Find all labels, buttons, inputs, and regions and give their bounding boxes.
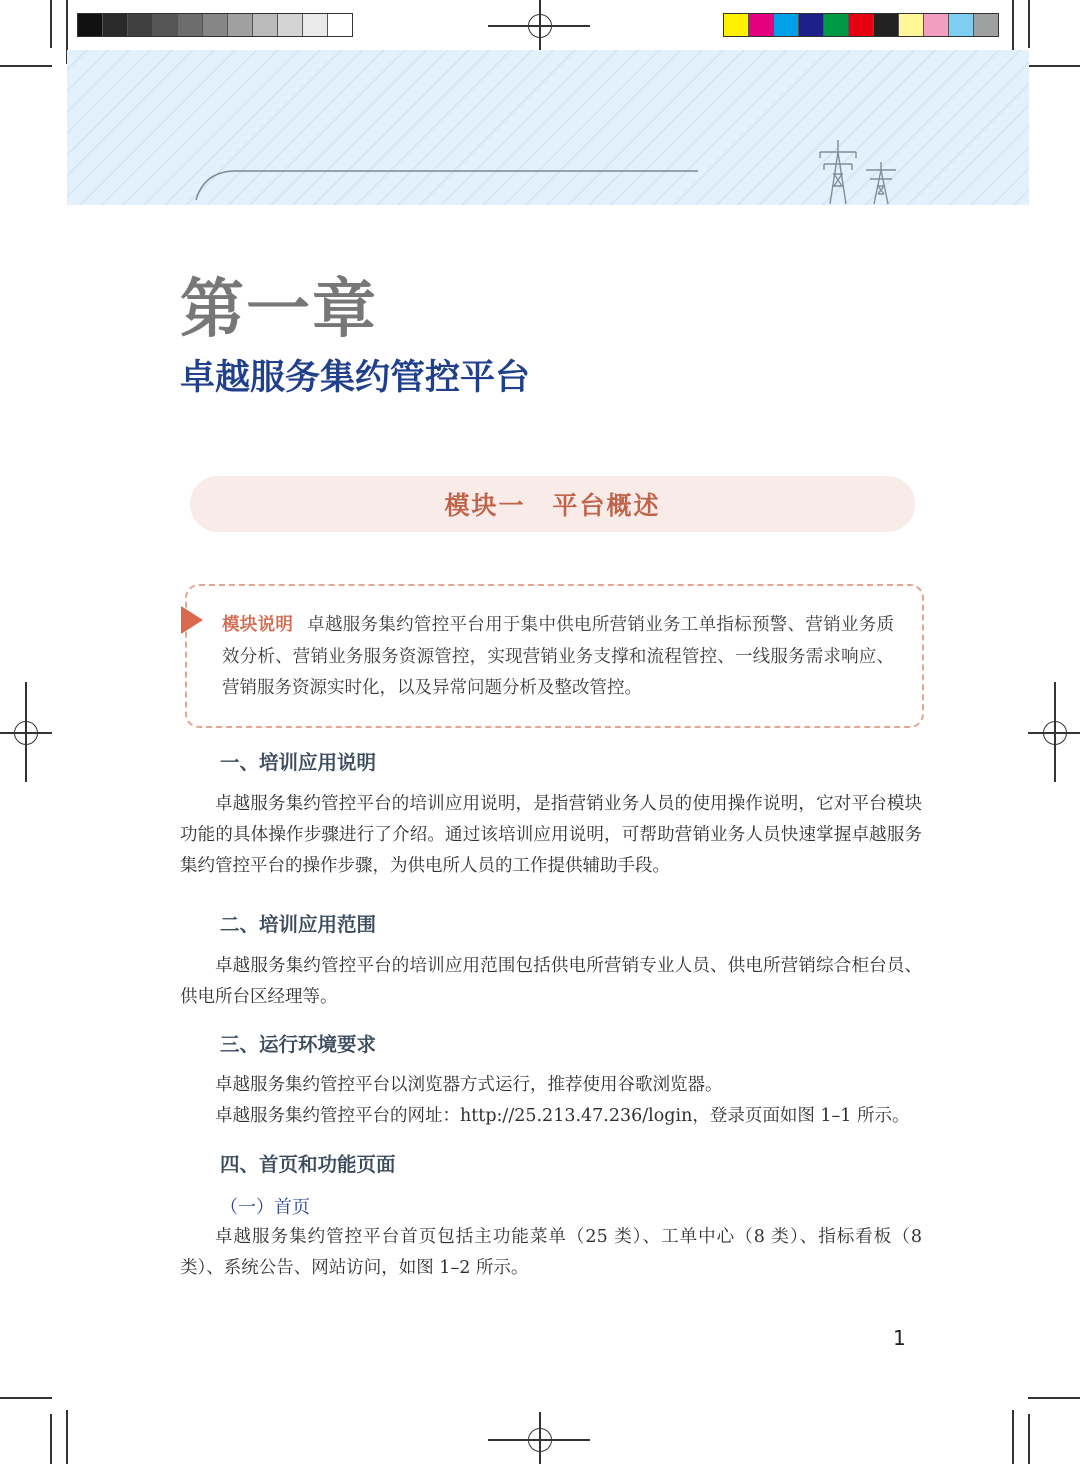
paragraph: 卓越服务集约管控平台以浏览器方式运行，推荐使用谷歌浏览器。 (215, 1075, 723, 1095)
section-heading-environment: 三、运行环境要求 (220, 1033, 377, 1056)
color-swatch (799, 14, 824, 36)
color-swatch (153, 14, 178, 36)
power-tower-icon (808, 134, 908, 206)
color-swatch (849, 14, 874, 36)
crop-mark (50, 0, 52, 48)
crop-mark (1028, 1397, 1080, 1399)
banner-curve-line (190, 160, 710, 205)
crop-mark (0, 65, 52, 67)
page-number: 1 (893, 1326, 906, 1350)
section-body (180, 1222, 922, 1284)
grayscale-color-bar (77, 13, 353, 37)
color-swatch (278, 14, 303, 36)
color-swatch (899, 14, 924, 36)
module-note (222, 610, 894, 705)
process-color-bar (723, 13, 999, 37)
triangle-arrow-icon (181, 606, 203, 634)
crop-mark (66, 1410, 68, 1464)
color-swatch (178, 14, 203, 36)
crop-mark (0, 1397, 52, 1399)
section-heading-homepage: 四、首页和功能页面 (220, 1153, 396, 1176)
subsection-heading-home: （一）首页 (220, 1197, 310, 1218)
section-heading-training-description: 一、培训应用说明 (220, 751, 377, 774)
paragraph: 卓越服务集约管控平台的培训应用说明，是指营销业务人员的使用操作说明，它对平台模块功能的具体操作步骤进行了介绍。通过该培训应用说明，可帮助营销业务人员快速掌握卓越服务集约管控平台的操作步骤，为供电所人员的工作提供辅助手段。 (180, 794, 922, 876)
chapter-title: 卓越服务集约管控平台 (180, 358, 531, 398)
paragraph: 卓越服务集约管控平台的培训应用范围包括供电所营销专业人员、供电所营销综合柜台员、供电所台区经理等。 (180, 956, 922, 1007)
module-note-text: 卓越服务集约管控平台用于集中供电所营销业务工单指标预警、营销业务质效分析、营销业务服务资源管控，实现营销业务支撑和流程管控、一线服务需求响应、营销服务资源实时化，以及异常问题分析及整改管控。 (222, 615, 895, 698)
color-swatch (949, 14, 974, 36)
color-swatch (724, 14, 749, 36)
crop-mark (1012, 1410, 1014, 1464)
color-swatch (228, 14, 253, 36)
crop-mark (1028, 1414, 1030, 1464)
color-swatch (103, 14, 128, 36)
section-body (180, 1070, 922, 1132)
color-swatch (874, 14, 899, 36)
color-swatch (824, 14, 849, 36)
crop-mark (1028, 65, 1080, 67)
color-swatch (924, 14, 949, 36)
color-swatch (253, 14, 278, 36)
module-heading (190, 476, 915, 532)
color-swatch (303, 14, 328, 36)
color-swatch (203, 14, 228, 36)
color-swatch (974, 14, 998, 36)
module-note-label: 模块说明 (222, 615, 294, 635)
color-swatch (749, 14, 774, 36)
module-title: 模块一 平台概述 (444, 491, 661, 520)
paragraph: 卓越服务集约管控平台的网址：http://25.213.47.236/login，登录页面如图 1–1 所示。 (215, 1106, 910, 1126)
paragraph: 卓越服务集约管控平台首页包括主功能菜单（25 类）、工单中心（8 类）、指标看板（8 类）、系统公告、网站访问，如图 1–2 所示。 (180, 1227, 922, 1278)
chapter-number: 第一章 (180, 273, 378, 347)
color-swatch (774, 14, 799, 36)
crop-mark (50, 1414, 52, 1464)
section-heading-training-scope: 二、培训应用范围 (220, 913, 377, 936)
section-body (180, 789, 922, 882)
color-swatch (78, 14, 103, 36)
section-body (180, 951, 922, 1013)
crop-mark (1028, 0, 1030, 48)
color-swatch (328, 14, 352, 36)
color-swatch (128, 14, 153, 36)
